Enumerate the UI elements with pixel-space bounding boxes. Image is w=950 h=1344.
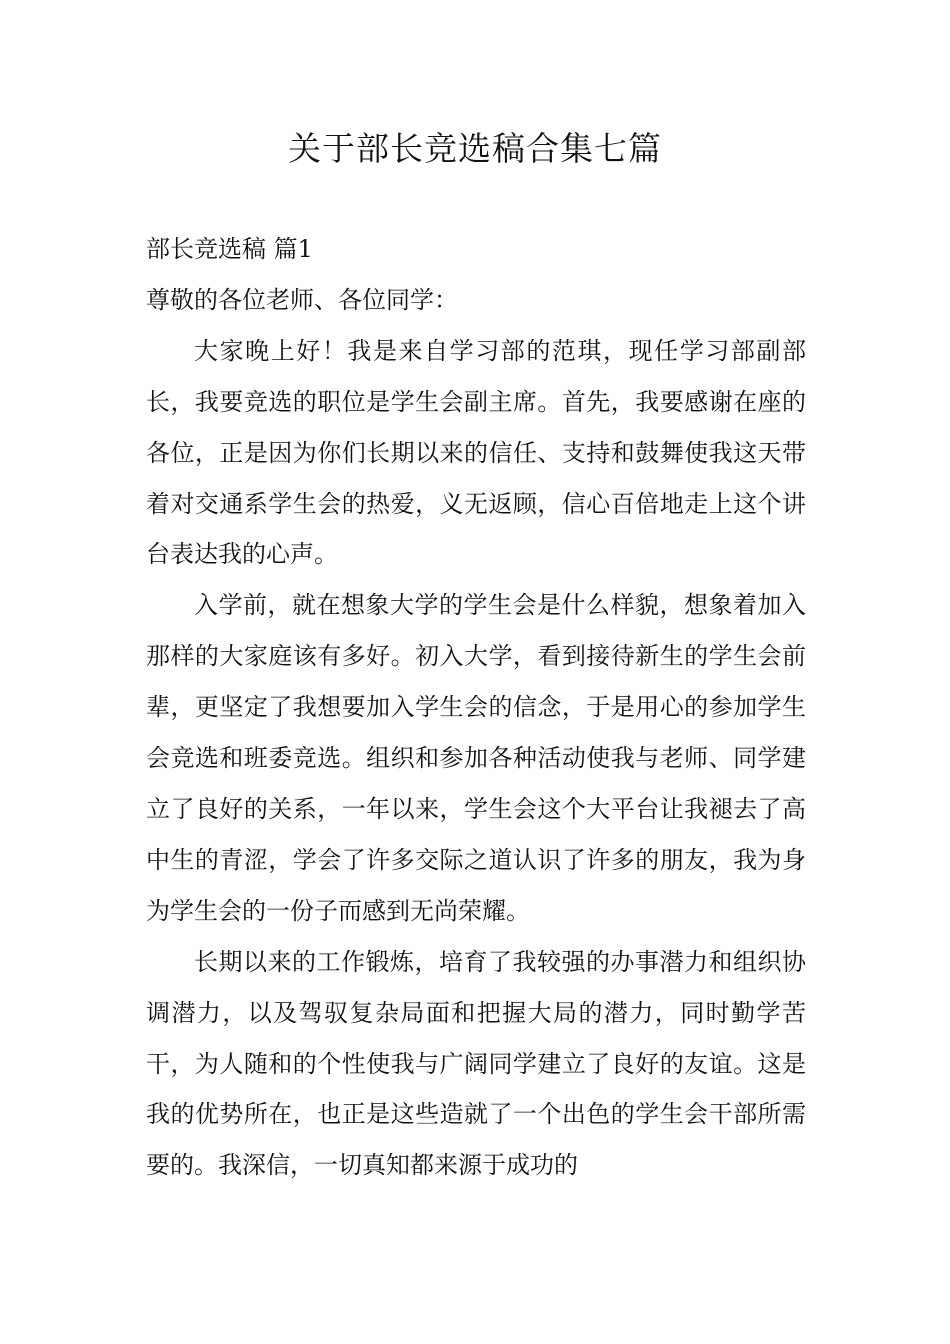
paragraph-3: 长期以来的工作锻炼，培育了我较强的办事潜力和组织协调潜力，以及驾驭复杂局面和把握大局的潜力，同时勤学苦干，为人随和的个性使我与广阔同学建立了良好的友谊。这是我的优势所在，也正是这些造就了一个出色的学生会干部所需要的。我深信，一切真知都来源于成功的: [146, 947, 806, 1180]
document-title: 关于部长竞选稿合集七篇: [288, 129, 662, 168]
paragraph-1: 大家晚上好！我是来自学习部的范琪，现任学习部副部长，我要竞选的职位是学生会副主席。首先，我要感谢在座的各位，正是因为你们长期以来的信任、支持和鼓舞使我这天带着对交通系学生会的热爱，义无返顾，信心百倍地走上这个讲台表达我的心声。: [146, 336, 806, 569]
document-body: [146, 224, 806, 1191]
section-heading: 部长竞选稿 篇1: [146, 235, 313, 263]
greeting: 尊敬的各位老师、各位同学：: [146, 285, 458, 314]
paragraph-2: 入学前，就在想象大学的学生会是什么样貌，想象着加入那样的大家庭该有多好。初入大学，看到接待新生的学生会前辈，更坚定了我想要加入学生会的信念，于是用心的参加学生会竞选和班委竞选。组织和参加各种活动使我与老师、同学建立了良好的关系，一年以来，学生会这个大平台让我褪去了高中生的青涩，学会了许多交际之道认识了许多的朋友，我为身为学生会的一份子而感到无尚荣耀。: [146, 591, 806, 925]
